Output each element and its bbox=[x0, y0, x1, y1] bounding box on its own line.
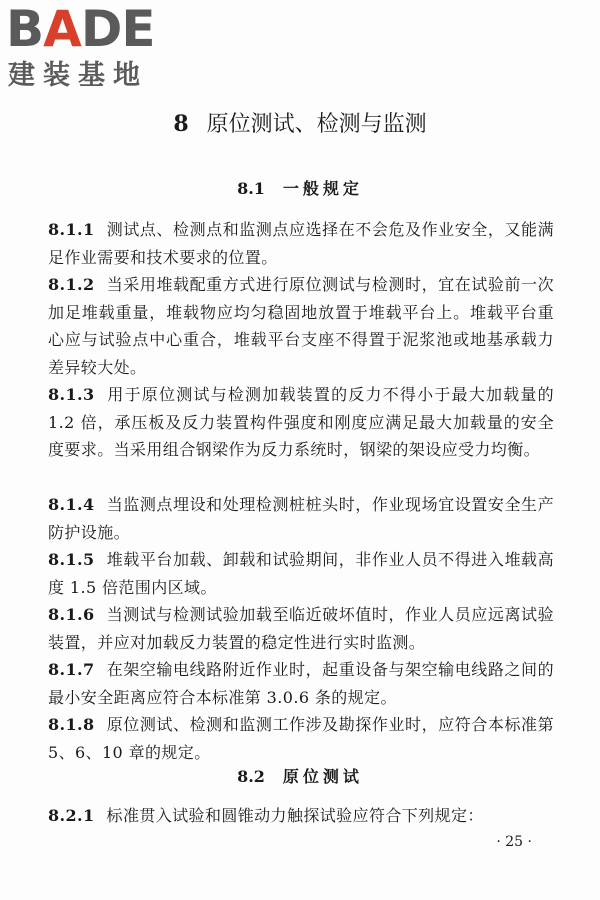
section-heading-8-2 bbox=[0, 764, 600, 790]
section-number: 8.1 bbox=[237, 179, 265, 198]
clause-text: 在架空输电线路附近作业时，起重设备与架空输电线路之间的最小安全距离应符合本标准第 3.0.6 条的规定。 bbox=[48, 660, 554, 707]
chapter-heading bbox=[0, 108, 600, 141]
clause-number: 8.1.7 bbox=[48, 660, 95, 679]
clause-text: 堆载平台加载、卸载和试验期间，非作业人员不得进入堆载高度 1.5 倍范围内区域。 bbox=[48, 550, 554, 597]
clause-8-1-6 bbox=[48, 601, 554, 656]
clause-8-1-2 bbox=[48, 271, 554, 381]
clause-8-2-1 bbox=[48, 802, 554, 830]
clause-8-1-1 bbox=[48, 216, 554, 271]
clause-8-1-8 bbox=[48, 711, 554, 766]
clause-number: 8.1.1 bbox=[48, 220, 95, 239]
clause-8-1-4 bbox=[48, 491, 554, 546]
logo-subtitle: 建装基地 bbox=[8, 60, 148, 91]
clause-number: 8.1.3 bbox=[48, 385, 95, 404]
bade-logo bbox=[6, 0, 176, 94]
clause-text: 标准贯入试验和圆锥动力触探试验应符合下列规定： bbox=[106, 806, 484, 825]
clause-number: 8.1.6 bbox=[48, 605, 95, 624]
logo-accent-letter: A bbox=[43, 0, 81, 58]
section-heading-8-1 bbox=[0, 176, 600, 202]
clause-text: 用于原位测试与检测加载装置的反力不得小于最大加载量的 1.2 倍，承压板及反力装置构件强度和刚度应满足最大加载量的安全度要求。当采用组合钢梁作为反力系统时，钢梁的架设应受力均衡。 bbox=[48, 385, 554, 459]
clause-number: 8.1.8 bbox=[48, 715, 95, 734]
section-number: 8.2 bbox=[237, 767, 265, 786]
clause-text: 原位测试、检测和监测工作涉及勘探作业时，应符合本标准第 5、6、10 章的规定。 bbox=[48, 715, 554, 762]
chapter-title: 原位测试、检测与监测 bbox=[206, 112, 427, 137]
clause-text: 当监测点埋设和处理检测桩桩头时，作业现场宜设置安全生产防护设施。 bbox=[48, 495, 554, 542]
clause-number: 8.1.5 bbox=[48, 550, 95, 569]
logo-wordmark: BADE bbox=[6, 0, 155, 58]
clause-number: 8.1.2 bbox=[48, 275, 95, 294]
clause-8-1-3 bbox=[48, 381, 554, 464]
clause-8-1-5 bbox=[48, 546, 554, 601]
section-title: 一般规定 bbox=[282, 179, 363, 198]
clause-number: 8.1.4 bbox=[48, 495, 95, 514]
clause-8-1-7 bbox=[48, 656, 554, 711]
clause-number: 8.2.1 bbox=[48, 806, 95, 825]
clause-text: 当采用堆载配重方式进行原位测试与检测时，宜在试验前一次加足堆载重量，堆载物应均匀稳固地放置于堆载平台上。堆载平台重心应与试验点中心重合，堆载平台支座不得置于泥浆池或地基承载力差异较大处。 bbox=[48, 275, 554, 377]
section-title: 原位测试 bbox=[282, 767, 363, 786]
clause-text: 测试点、检测点和监测点应选择在不会危及作业安全，又能满足作业需要和技术要求的位置。 bbox=[48, 220, 554, 267]
clause-text: 当测试与检测试验加载至临近破坏值时，作业人员应远离试验装置，并应对加载反力装置的稳定性进行实时监测。 bbox=[48, 605, 554, 652]
page-number: · 25 · bbox=[496, 834, 532, 850]
chapter-number: 8 bbox=[173, 111, 189, 137]
